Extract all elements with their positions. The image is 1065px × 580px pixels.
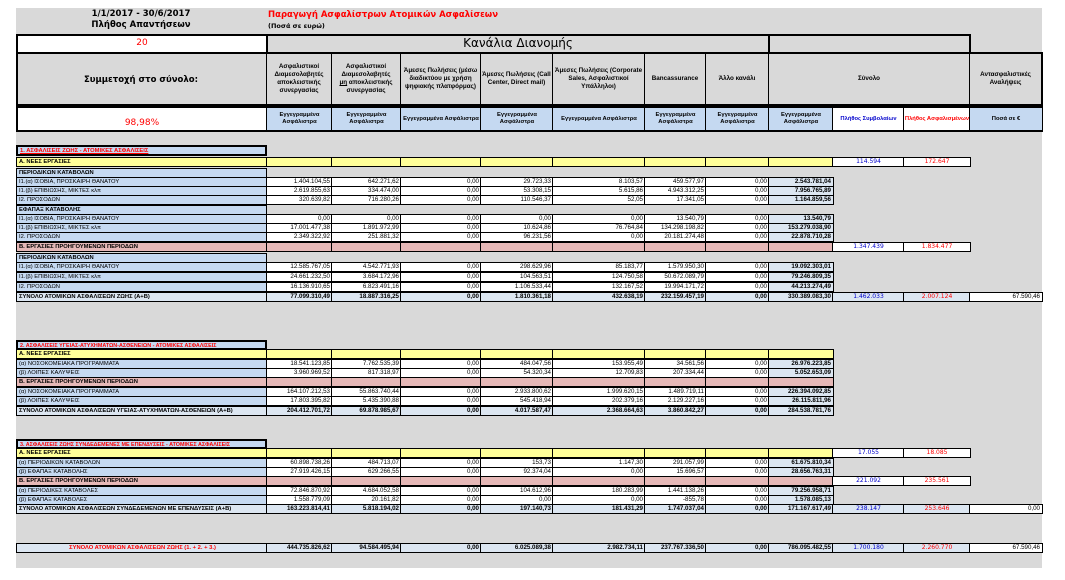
row-label: Ι1.(β) ΕΠΙΒΙΩΣΗΣ, ΜΙΚΤΕΣ κλπ [16,272,267,282]
value-cell: 0,00 [400,368,482,378]
row-label: Ι1.(β) ΕΠΙΒΙΩΣΗΣ, ΜΙΚΤΕΣ κλπ [16,186,267,196]
value-cell: 132.167,52 [552,282,646,292]
value-cell: 2.129.227,16 [644,396,707,406]
section-1-new-business: Α. ΝΕΕΣ ΕΡΓΑΣΙΕΣ [16,157,267,167]
section-3-title: 3. ΑΣΦΑΛΙΣΕΙΣ ΖΩΗΣ ΣΥΝΔΕΔΕΜΕΝΕΣ ΜΕ ΕΠΕΝΔΥΣΕΙΣ - ΑΤΟΜΙΚΕΣ ΑΣΦΑΛΙΣΕΙΣ [16,439,267,449]
value-cell: 0,00 [480,495,554,505]
band-cell [480,476,554,486]
value-cell: 3.960.969,52 [266,368,333,378]
band-cell [644,349,707,359]
value-cell: 44.213.274,49 [768,282,834,292]
row-label: Ι1.(α) ΙΣΟΒΙΑ, ΠΡΟΣΚΑΙΡΗ ΘΑΝΑΤΟΥ [16,214,267,224]
value-cell: 17.001.477,38 [266,223,333,233]
band-cell [266,157,333,167]
value-cell: 2.619.855,63 [266,186,333,196]
share-value: 98,98% [124,118,160,128]
value-cell: 0,00 [400,458,482,468]
col-header-c2-mi: μη [339,79,348,86]
contracts-count: 221.092 [832,476,905,486]
value-cell: 7.956.765,89 [768,186,834,196]
band-cell [400,157,482,167]
total-value-cell: 2.368.664,63 [552,406,646,416]
band-cell [480,349,554,359]
value-cell: 2.933.800,62 [480,387,554,397]
band-cell [644,476,707,486]
value-cell: 22.878.710,28 [768,232,834,242]
subheader-premiums-7: Εγγεγραμμένα Ασφάλιστρα [705,107,770,131]
total-value-cell: 77.099.310,49 [266,292,333,302]
value-cell: 716.280,26 [331,195,402,205]
value-cell: 0,00 [552,232,646,242]
band-cell [644,448,707,458]
value-cell: 4.943.312,25 [644,186,707,196]
total-contracts: 238.147 [832,504,905,514]
band-cell [644,157,707,167]
total-value-cell: 0,00 [705,543,770,553]
total-insured: 2.260.770 [903,543,971,553]
value-cell: 0,00 [705,232,770,242]
col-header-direct-corporate: Άμεσες Πωλήσεις (Corporate Sales, Ασφαλιστικοί Υπάλληλοι) [552,53,645,105]
value-cell: 104.612,96 [480,486,554,496]
value-cell: 53.308,15 [480,186,554,196]
band-cell [552,476,646,486]
share-label: Συμμετοχή στο σύνολο: [84,75,198,85]
value-cell: 0,00 [400,282,482,292]
value-cell: 0,00 [400,177,482,187]
contracts-count: 114.594 [832,157,905,167]
total-value-cell: 0,00 [400,292,482,302]
col-header-reinsurance: Αντασφαλιστικές Αναλήψεις [969,53,1042,105]
value-cell: 12.709,83 [552,368,646,378]
value-cell: 0,00 [480,214,554,224]
band-cell [705,242,770,252]
value-cell: 0,00 [705,396,770,406]
value-cell: 0,00 [400,232,482,242]
col-header-total: Σύνολο [768,53,970,105]
value-cell: 19.092.303,01 [768,262,834,272]
section-1-total: ΣΥΝΟΛΟ ΑΤΟΜΙΚΩΝ ΑΣΦΑΛΙΣΕΩΝ ΖΩΗΣ (Α+Β) [16,292,267,302]
subheader-premiums-4: Εγγεγραμμένα Ασφάλιστρα [480,107,554,131]
value-cell: 20.181.274,48 [644,232,707,242]
value-cell: 134.298.198,82 [644,223,707,233]
value-cell: 3.684.172,96 [331,272,402,282]
total-value-cell: 237.767.336,50 [644,543,707,553]
value-cell: 545.418,94 [480,396,554,406]
value-cell: 6.823.491,16 [331,282,402,292]
subheader-premiums-3: Εγγεγραμμένα Ασφάλιστρα [400,107,482,131]
total-value-cell: 5.818.194,02 [331,504,402,514]
insured-count: 235.561 [903,476,971,486]
value-cell: 0,00 [552,467,646,477]
total-contracts: 1.700.180 [832,543,905,553]
row-label: (α) ΝΟΣΟΚΟΜΕΙΑΚΑ ΠΡΟΓΡΑΜΜΑΤΑ [16,359,267,369]
value-cell: 0,00 [705,486,770,496]
band-cell [768,242,834,252]
value-cell: 24.661.232,50 [266,272,333,282]
section-1-title: 1. ΑΣΦΑΛΙΣΕΙΣ ΖΩΗΣ - ΑΤΟΜΙΚΕΣ ΑΣΦΑΛΙΣΕΙΣ [16,145,267,156]
band-cell [768,476,834,486]
value-cell: 92.374,04 [480,467,554,477]
value-cell: 7.762.535,39 [331,359,402,369]
band-cell [400,448,482,458]
responses-label: Πλήθος Απαντήσεων [91,20,191,30]
row-label: Ι1.(β) ΕΠΙΒΙΩΣΗΣ, ΜΙΚΤΕΣ κλπ [16,223,267,233]
total-value-cell: 284.538.781,76 [768,406,834,416]
value-cell: 26.976.223,85 [768,359,834,369]
section-1-lump-label: ΕΦΑΠΑΞ ΚΑΤΑΒΟΛΗΣ [16,205,267,215]
value-cell: 60.898.738,26 [266,458,333,468]
period-label: 1/1/2017 - 30/6/2017 [91,9,191,19]
total-value-cell: 6.025.089,38 [480,543,554,553]
contracts-count: 1.347.439 [832,242,905,252]
value-cell: 0,00 [705,467,770,477]
band-cell [400,476,482,486]
total-value-cell: 0,00 [400,504,482,514]
value-cell: 4.542.771,93 [331,262,402,272]
band-cell [480,377,554,387]
total-value-cell: 0,00 [705,292,770,302]
value-cell: 0,00 [400,486,482,496]
value-cell: 124.750,58 [552,272,646,282]
contracts-count: 17.055 [832,448,905,458]
value-cell: 0,00 [552,495,646,505]
channels-title: Κανάλια Διανομής [463,36,573,50]
report-title: Παραγωγή Ασφαλίστρων Ατομικών Ασφαλίσεων [268,10,498,20]
report-subtitle: (Ποσά σε ευρώ) [268,22,325,30]
row-label: (β) ΛΟΙΠΕΣ ΚΑΛΥΨΕΙΣ [16,368,267,378]
col-header-c2-post-text: αποκλειστικής συνεργασίας [346,79,393,94]
responses-count: 20 [136,38,148,48]
value-cell: 85.183,77 [552,262,646,272]
row-label: Ι1.(α) ΙΣΟΒΙΑ, ΠΡΟΣΚΑΙΡΗ ΘΑΝΑΤΟΥ [16,177,267,187]
total-value-cell: 204.412.701,72 [266,406,333,416]
value-cell: 20.161,82 [331,495,402,505]
value-cell: 251.881,32 [331,232,402,242]
value-cell: 5.052.653,09 [768,368,834,378]
band-cell [266,476,333,486]
value-cell: 2.349.322,92 [266,232,333,242]
total-value-cell: 4.017.587,47 [480,406,554,416]
band-cell [400,242,482,252]
band-cell [705,448,770,458]
value-cell: 1.579.950,30 [644,262,707,272]
section-1-previous-periods: Β. ΕΡΓΑΣΙΕΣ ΠΡΟΗΓΟΥΜΕΝΩΝ ΠΕΡΙΟΔΩΝ [16,242,267,252]
total-reinsurance: 67.590,46 [969,543,1043,553]
value-cell: 0,00 [705,272,770,282]
subheader-contracts: Πλήθος Συμβολαίων [832,107,905,131]
band-cell [400,377,482,387]
value-cell: 54.320,34 [480,368,554,378]
value-cell: 0,00 [705,186,770,196]
col-header-bancassurance: Bancassurance [644,53,706,105]
subheader-premiums-5: Εγγεγραμμένα Ασφάλιστρα [552,107,646,131]
value-cell: 55.863.740,44 [331,387,402,397]
band-cell [552,377,646,387]
value-cell: 0,00 [705,368,770,378]
band-cell [552,349,646,359]
value-cell: 0,00 [705,282,770,292]
value-cell: 5.435.390,88 [331,396,402,406]
band-cell [266,242,333,252]
band-cell [552,448,646,458]
value-cell: 153.279.038,90 [768,223,834,233]
value-cell: 298.629,96 [480,262,554,272]
row-label: (α) ΠΕΡΙΟΔΙΚΩΝ ΚΑΤΑΒΟΛΩΝ [16,458,267,468]
subheader-premiums-8: Εγγεγραμμένα Ασφάλιστρα [768,107,834,131]
col-header-exclusive-intermediaries: Ασφαλιστικοί Διαμεσολαβητές αποκλειστικής συνεργασίας [266,53,332,105]
value-cell: 13.540,79 [768,214,834,224]
value-cell: 1.404.104,55 [266,177,333,187]
total-value-cell: 0,00 [400,406,482,416]
value-cell: 153,73 [480,458,554,468]
total-value-cell: 232.159.457,19 [644,292,707,302]
band-cell [705,476,770,486]
value-cell: 484.047,56 [480,359,554,369]
band-cell [331,242,402,252]
total-insured: 253.646 [903,504,971,514]
band-cell [266,448,333,458]
total-value-cell: 69.878.985,67 [331,406,402,416]
band-cell [331,349,402,359]
value-cell: 0,00 [705,262,770,272]
value-cell: 0,00 [705,195,770,205]
value-cell: 76.764,84 [552,223,646,233]
col-header-other-channel: Άλλο κανάλι [705,53,769,105]
value-cell: 207.334,44 [644,368,707,378]
value-cell: 202.379,16 [552,396,646,406]
total-value-cell: 432.638,19 [552,292,646,302]
row-label: (β) ΕΦΑΠΑΞ ΚΑΤΑΒΟΛΕΣ [16,495,267,505]
value-cell: 17.803.395,82 [266,396,333,406]
value-cell: 153.955,49 [552,359,646,369]
subheader-insured: Πλήθος Ασφαλισμένων [903,107,971,131]
section-1-prev-periodic-label: ΠΕΡΙΟΔΙΚΩΝ ΚΑΤΑΒΟΛΩΝ [16,253,267,263]
value-cell: 0,00 [705,495,770,505]
insured-count: 172.647 [903,157,971,167]
value-cell: 0,00 [266,214,333,224]
total-reinsurance: 0,00 [969,504,1043,514]
row-label: Ι2. ΠΡΟΣΟΔΩΝ [16,195,267,205]
total-value-cell: 330.389.083,30 [768,292,834,302]
total-contracts: 1.462.033 [832,292,905,302]
band-cell [480,157,554,167]
band-cell [768,157,834,167]
total-value-cell: 197.140,73 [480,504,554,514]
value-cell: 0,00 [705,214,770,224]
value-cell: 16.136.910,65 [266,282,333,292]
band-cell [552,157,646,167]
value-cell: 1.891.972,99 [331,223,402,233]
value-cell: 1.147,30 [552,458,646,468]
total-value-cell: 1.747.037,04 [644,504,707,514]
total-reinsurance: 67.590,46 [969,292,1043,302]
total-value-cell: 0,00 [400,543,482,553]
value-cell: 0,00 [705,458,770,468]
band-cell [705,377,770,387]
value-cell: 0,00 [400,272,482,282]
section-2-previous-periods: Β. ΕΡΓΑΣΙΕΣ ΠΡΟΗΓΟΥΜΕΝΩΝ ΠΕΡΙΟΔΩΝ [16,377,267,387]
grand-total: ΣΥΝΟΛΟ ΑΤΟΜΙΚΩΝ ΑΣΦΑΛΙΣΕΩΝ ΖΩΗΣ (1. + 2. + 3.) [16,543,267,553]
value-cell: 226.394.092,85 [768,387,834,397]
value-cell: 28.656.763,31 [768,467,834,477]
band-cell [266,377,333,387]
value-cell: 180.283,99 [552,486,646,496]
value-cell: 320.639,82 [266,195,333,205]
total-value-cell: 18.887.316,25 [331,292,402,302]
value-cell: 1.106.533,44 [480,282,554,292]
value-cell: 4.684.052,58 [331,486,402,496]
row-label: (β) ΕΦΑΠΑΞ ΚΑΤΑΒΟΛΗΣ [16,467,267,477]
value-cell: 61.675.810,34 [768,458,834,468]
subheader-reinsurance-amount: Ποσά σε € [969,107,1043,131]
total-value-cell: 3.860.842,27 [644,406,707,416]
band-cell [400,349,482,359]
value-cell: 29.723,33 [480,177,554,187]
band-cell [768,448,834,458]
value-cell: 334.474,00 [331,186,402,196]
value-cell: 642.271,62 [331,177,402,187]
value-cell: 0,00 [400,214,482,224]
value-cell: 817.318,97 [331,368,402,378]
value-cell: 1.578.085,13 [768,495,834,505]
value-cell: 18.541.123,85 [266,359,333,369]
band-cell [331,476,402,486]
section-2-total: ΣΥΝΟΛΟ ΑΤΟΜΙΚΩΝ ΑΣΦΑΛΙΣΕΩΝ ΥΓΕΙΑΣ-ΑΤΥΧΗΜΑΤΩΝ-ΑΣΘΕΝΕΙΩΝ (Α+Β) [16,406,267,416]
value-cell: 72.846.870,92 [266,486,333,496]
value-cell: 17.341,05 [644,195,707,205]
value-cell: -855,78 [644,495,707,505]
value-cell: 1.489.719,11 [644,387,707,397]
total-value-cell: 94.584.495,94 [331,543,402,553]
row-label: (β) ΛΟΙΠΕΣ ΚΑΛΥΨΕΙΣ [16,396,267,406]
value-cell: 0,00 [400,223,482,233]
value-cell: 0,00 [705,359,770,369]
section-2-title: 2. ΑΣΦΑΛΙΣΕΙΣ ΥΓΕΙΑΣ-ΑΤΥΧΗΜΑΤΩΝ-ΑΣΘΕΝΕΙΩΝ - ΑΤΟΜΙΚΕΣ ΑΣΦΑΛΙΣΕΙΣ [16,340,267,350]
total-insured: 2.007.124 [903,292,971,302]
value-cell: 0,00 [705,177,770,187]
band-cell [768,377,834,387]
value-cell: 1.164.859,56 [768,195,834,205]
col-header-direct-callcenter: Άμεσες Πωλήσεις (Call Center, Direct mail) [480,53,553,105]
value-cell: 0,00 [400,387,482,397]
subheader-premiums-6: Εγγεγραμμένα Ασφάλιστρα [644,107,707,131]
insured-count: 18.085 [903,448,971,458]
value-cell: 0,00 [552,214,646,224]
row-label: (α) ΝΟΣΟΚΟΜΕΙΑΚΑ ΠΡΟΓΡΑΜΜΑΤΑ [16,387,267,397]
value-cell: 1.999.620,15 [552,387,646,397]
total-value-cell: 0,00 [705,504,770,514]
value-cell: 0,00 [705,387,770,397]
section-2-new-business: Α. ΝΕΕΣ ΕΡΓΑΣΙΕΣ [16,349,267,359]
value-cell: 27.919.426,15 [266,467,333,477]
band-cell [480,242,554,252]
value-cell: 0,00 [400,495,482,505]
band-cell [331,157,402,167]
value-cell: 629.266,55 [331,467,402,477]
subheader-premiums-1: Εγγεγραμμένα Ασφάλιστρα [266,107,333,131]
col-header-c2-pre: Ασφαλιστικοί Διαμεσολαβητές [341,63,391,78]
value-cell: 459.577,97 [644,177,707,187]
total-value-cell: 444.735.826,62 [266,543,333,553]
total-value-cell: 181.431,29 [552,504,646,514]
value-cell: 19.994.171,72 [644,282,707,292]
value-cell: 110.546,37 [480,195,554,205]
total-value-cell: 0,00 [705,406,770,416]
value-cell: 26.115.811,96 [768,396,834,406]
value-cell: 1.441.138,26 [644,486,707,496]
section-3-total: ΣΥΝΟΛΟ ΑΤΟΜΙΚΩΝ ΑΣΦΑΛΙΣΕΩΝ ΣΥΝΔΕΔΕΜΕΝΩΝ ΜΕ ΕΠΕΝΔΥΣΕΙΣ (Α+Β) [16,504,267,514]
band-cell [552,242,646,252]
value-cell: 52,05 [552,195,646,205]
subheader-premiums-2: Εγγεγραμμένα Ασφάλιστρα [331,107,402,131]
band-cell [331,448,402,458]
total-value-cell: 786.095.482,55 [768,543,834,553]
value-cell: 164.107.212,53 [266,387,333,397]
band-cell [644,377,707,387]
value-cell: 12.585.767,05 [266,262,333,272]
value-cell: 34.561,56 [644,359,707,369]
value-cell: 50.672.089,79 [644,272,707,282]
value-cell: 484.713,07 [331,458,402,468]
value-cell: 15.696,57 [644,467,707,477]
insured-count: 1.834.477 [903,242,971,252]
value-cell: 0,00 [400,186,482,196]
col-header-c2-post [332,79,400,95]
value-cell: 0,00 [400,467,482,477]
band-cell [644,242,707,252]
col-header-nonexclusive-intermediaries [331,53,401,105]
value-cell: 2.543.781,04 [768,177,834,187]
value-cell: 0,00 [331,214,402,224]
total-value-cell: 163.223.814,41 [266,504,333,514]
value-cell: 8.103,57 [552,177,646,187]
value-cell: 104.563,51 [480,272,554,282]
band-cell [705,349,770,359]
value-cell: 10.624,86 [480,223,554,233]
band-cell [266,349,333,359]
row-label: Ι1.(α) ΙΣΟΒΙΑ, ΠΡΟΣΚΑΙΡΗ ΘΑΝΑΤΟΥ [16,262,267,272]
value-cell: 79.256.958,71 [768,486,834,496]
total-value-cell: 2.982.734,11 [552,543,646,553]
band-cell [480,448,554,458]
total-value-cell: 1.810.361,18 [480,292,554,302]
value-cell: 13.540,79 [644,214,707,224]
value-cell: 0,00 [705,223,770,233]
section-3-previous-periods: Β. ΕΡΓΑΣΙΕΣ ΠΡΟΗΓΟΥΜΕΝΩΝ ΠΕΡΙΟΔΩΝ [16,476,267,486]
row-label: (α) ΠΕΡΙΟΔΙΚΕΣ ΚΑΤΑΒΟΛΕΣ [16,486,267,496]
value-cell: 1.558.779,09 [266,495,333,505]
row-label: Ι2. ΠΡΟΣΟΔΩΝ [16,232,267,242]
value-cell: 0,00 [400,359,482,369]
band-cell [331,377,402,387]
band-cell [705,157,770,167]
col-header-direct-online: Άμεσες Πωλήσεις (μέσω διαδικτύου με χρήση ψηφιακής πλατφόρμας) [400,53,481,105]
band-cell [768,349,834,359]
value-cell: 5.615,86 [552,186,646,196]
value-cell: 0,00 [400,396,482,406]
section-3-new-business: Α. ΝΕΕΣ ΕΡΓΑΣΙΕΣ [16,448,267,458]
value-cell: 0,00 [400,195,482,205]
total-value-cell: 171.167.617,49 [768,504,834,514]
value-cell: 96.231,56 [480,232,554,242]
value-cell: 0,00 [400,262,482,272]
section-1-periodic-label: ΠΕΡΙΟΔΙΚΩΝ ΚΑΤΑΒΟΛΩΝ [16,168,267,178]
value-cell: 291.057,99 [644,458,707,468]
total-title-box [768,34,971,54]
value-cell: 79.246.809,35 [768,272,834,282]
row-label: Ι2. ΠΡΟΣΟΔΩΝ [16,282,267,292]
